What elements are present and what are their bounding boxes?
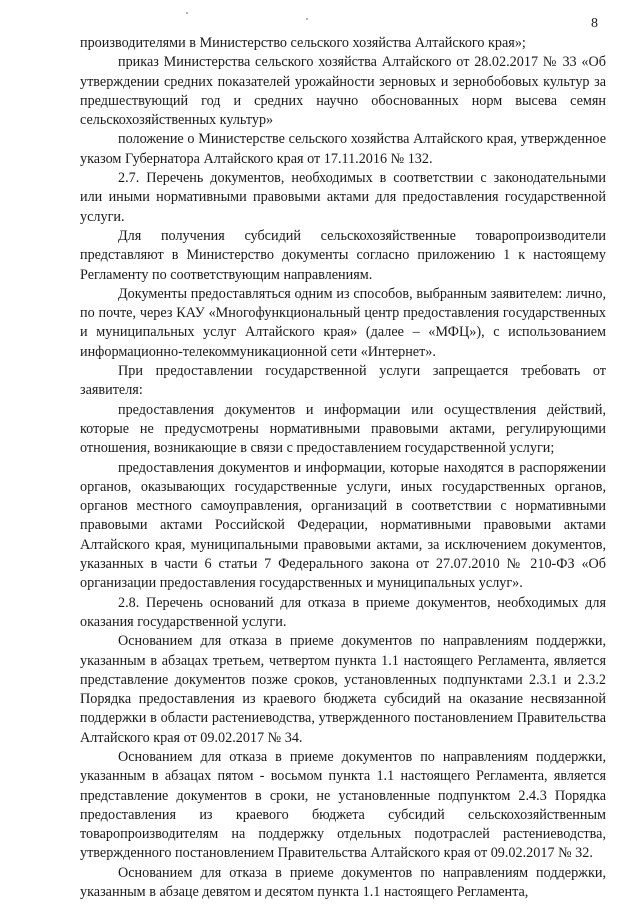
paragraph: Основанием для отказа в приеме документов по направлениям поддержки, указанным в абзаце девятом и десятом пункта 1.1 настоящего Регламента,: [80, 864, 606, 901]
paragraph: Основанием для отказа в приеме документов по направлениям поддержки, указанным в абзацах третьем, четвертом пункта 1.1 настоящего Регламента, является представление документов позже сроков, установленных подпунктами 2.3.1 и 2.3.2 Порядка предоставления из краевого бюджета субсидий на оказание несвязанной поддержки в области растениеводства, утвержденного постановлением Правительства Алтайского края от 09.02.2017 № 34.: [80, 633, 606, 746]
section-heading: 2.8. Перечень оснований для отказа в приеме документов, необходимых для оказания государственной услуги.: [80, 594, 606, 630]
section-heading: 2.7. Перечень документов, необходимых в соответствии с законодательными или иными нормативными правовыми актами для предоставления государственной услуги.: [80, 170, 606, 225]
paragraph: Основанием для отказа в приеме документов по направлениям поддержки, указанным в абзацах пятом - восьмом пункта 1.1 настоящего Регламента, является представление документов в сроки, не установленные подпунктом 2.4.3 Порядка предоставления из краевого бюджета субсидий сельскохозяйственным товаропроизводителям на поддержку отдельных подотраслей растениеводства, утвержденного постановлением Правительства Алтайского края от 09.02.2017 № 32.: [80, 748, 606, 862]
scan-speck: [306, 18, 308, 20]
paragraph: При предоставлении государственной услуги запрещается требовать от заявителя:: [80, 363, 606, 399]
paragraph: Для получения субсидий сельскохозяйственные товаропроизводители представляют в Министерство документы согласно приложению 1 к настоящему Регламенту по соответствующим направлениям.: [80, 227, 606, 283]
paragraph: приказ Министерства сельского хозяйства Алтайского от 28.02.2017 № 33 «Об утверждении средних показателей урожайности зерновых и зернобобовых культур за предшествующий год и средних научно обоснованных норм высева семян сельскохозяйственных культур»: [80, 54, 606, 129]
document-body: [80, 34, 606, 902]
paragraph: Документы предоставляться одним из способов, выбранным заявителем: лично, по почте, через КАУ «Многофункциональный центр предоставления государственных и муниципальных услуг Алтайского края» (далее – «МФЦ»), с использованием информационно-телекоммуникационной сети «Интернет».: [80, 285, 606, 360]
page-number: 8: [591, 16, 598, 31]
list-item: предоставления документов и информации, которые находятся в распоряжении органов, оказывающих государственные услуги, иных государственных органов, органов местного самоуправления, организаций в соответствии с нормативными правовыми актами Российской Федерации, нормативными правовыми актами Алтайского края, муниципальными правовыми актами, за исключением документов, указанных в части 6 статьи 7 Федерального закона от 27.07.2010 № 210-ФЗ «Об организации предоставления государственных и муниципальных услуг».: [80, 459, 606, 592]
scan-speck: [186, 12, 188, 14]
list-item: предоставления документов и информации или осуществления действий, которые не предусмотрены нормативными правовыми актами, регулирующими отношения, возникающие в связи с предоставлением государственной услуги;: [80, 401, 606, 457]
paragraph: положение о Министерстве сельского хозяйства Алтайского края, утвержденное указом Губернатора Алтайского края от 17.11.2016 № 132.: [80, 131, 606, 167]
paragraph: производителями в Министерство сельского хозяйства Алтайского края»;: [80, 35, 526, 51]
